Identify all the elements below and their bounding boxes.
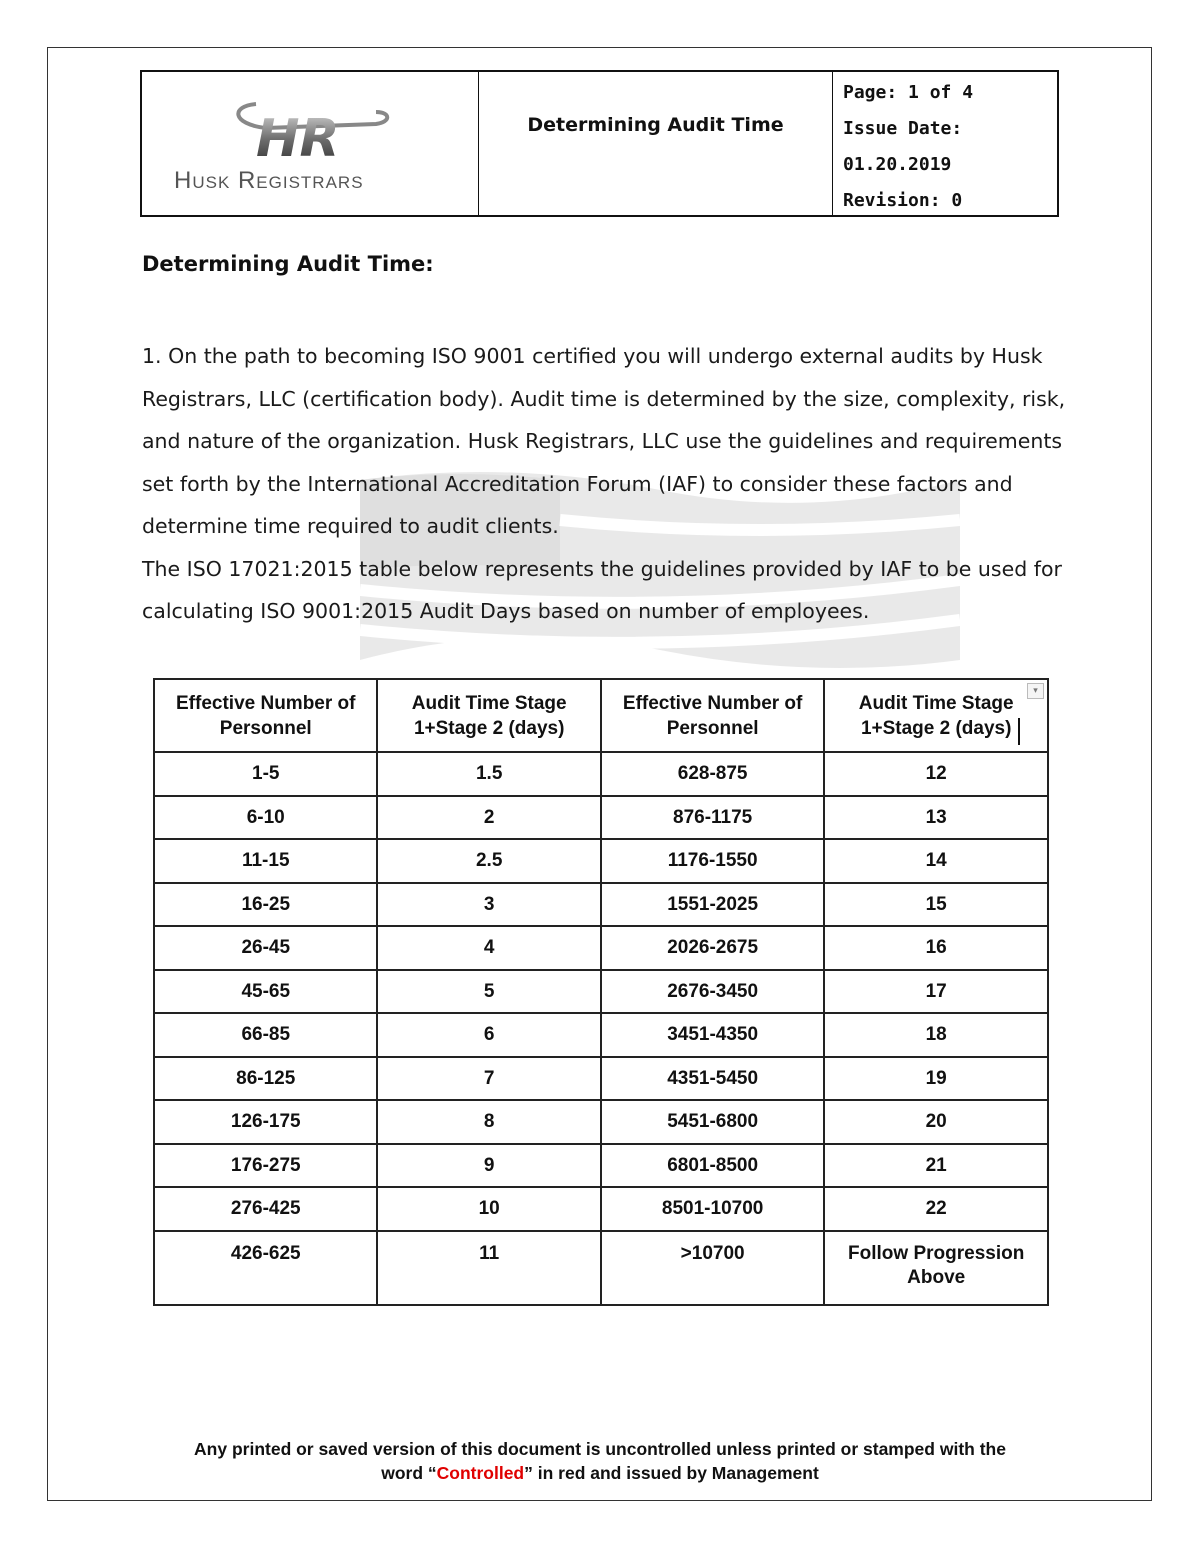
document-title: Determining Audit Time	[479, 72, 833, 215]
table-cell: 5451-6800	[601, 1100, 824, 1144]
table-cell: 4	[377, 926, 600, 970]
table-cell: 26-45	[154, 926, 377, 970]
table-row	[154, 1187, 1048, 1231]
table-cell: 16-25	[154, 883, 377, 927]
table-cell: 8501-10700	[601, 1187, 824, 1231]
issue-date-label: Issue Date:	[843, 118, 963, 139]
table-cell: >10700	[601, 1231, 824, 1305]
table-cell: 276-425	[154, 1187, 377, 1231]
table-row	[154, 970, 1048, 1014]
table-cell: 8	[377, 1100, 600, 1144]
table-cell: 21	[824, 1144, 1048, 1188]
logo-initials: HR	[256, 109, 340, 164]
table-header-row	[154, 679, 1048, 752]
header-audit-time-2: Audit Time Stage 1+Stage 2 (days)	[824, 679, 1048, 752]
paragraph-intro: 1. On the path to becoming ISO 9001 certified you will undergo external audits by Husk Registrars, LLC (certification body). Audit time is determined by the size, complexity, risk, and nature of the organization. Husk Registrars, LLC use the guidelines and requirements set forth by the International Accreditation Forum (IAF) to consider these factors and determine time required to audit clients.	[142, 344, 1066, 538]
section-heading: Determining Audit Time:	[142, 252, 434, 276]
table-row	[154, 1057, 1048, 1101]
footer-line-2	[100, 1461, 1100, 1485]
table-cell: 3	[377, 883, 600, 927]
table-cell: 16	[824, 926, 1048, 970]
footer-line-2-before: word “	[381, 1463, 437, 1483]
table-cell: 14	[824, 839, 1048, 883]
table-cell: 86-125	[154, 1057, 377, 1101]
table-row	[154, 883, 1048, 927]
text-cursor	[1018, 718, 1020, 745]
table-cell: 1-5	[154, 752, 377, 796]
paragraph-table-intro: The ISO 17021:2015 table below represents the guidelines provided by IAF to be used for calculating ISO 9001:2015 Audit Days based on number of employees.	[142, 556, 1062, 623]
table-cell: 22	[824, 1187, 1048, 1231]
body-text	[142, 335, 1072, 633]
table-cell: 2	[377, 796, 600, 840]
table-cell: 66-85	[154, 1013, 377, 1057]
table-cell: 176-275	[154, 1144, 377, 1188]
table-cell: 6-10	[154, 796, 377, 840]
footer-line-2-after: ” in red and issued by Management	[524, 1463, 819, 1483]
table-cell: 628-875	[601, 752, 824, 796]
table-cell: 20	[824, 1100, 1048, 1144]
table-row	[154, 752, 1048, 796]
table-row	[154, 1144, 1048, 1188]
footer-line-1: Any printed or saved version of this document is uncontrolled unless printed or stamped with the	[194, 1439, 1006, 1459]
header-personnel-2: Effective Number of Personnel	[601, 679, 824, 752]
table-cell: 126-175	[154, 1100, 377, 1144]
table-cell: 13	[824, 796, 1048, 840]
document-header	[140, 70, 1059, 217]
document-meta	[833, 72, 1057, 215]
table-cell: 2.5	[377, 839, 600, 883]
table-cell: 15	[824, 883, 1048, 927]
table-cell: 45-65	[154, 970, 377, 1014]
table-cell: 426-625	[154, 1231, 377, 1305]
table-cell: 1176-1550	[601, 839, 824, 883]
logo-company-name: Husk Registrars	[174, 167, 364, 194]
table-row	[154, 926, 1048, 970]
table-row	[154, 1013, 1048, 1057]
header-personnel-1: Effective Number of Personnel	[154, 679, 377, 752]
table-cell: Follow Progression Above	[824, 1231, 1048, 1305]
revision: Revision: 0	[843, 190, 963, 211]
husk-registrars-logo-icon	[226, 94, 396, 164]
table-cell: 17	[824, 970, 1048, 1014]
table-cell: 11-15	[154, 839, 377, 883]
table-cell: 10	[377, 1187, 600, 1231]
footer-notice	[100, 1437, 1100, 1485]
company-logo	[142, 72, 479, 215]
issue-date: 01.20.2019	[843, 154, 952, 175]
table-row	[154, 839, 1048, 883]
table-cell: 18	[824, 1013, 1048, 1057]
table-cell: 6801-8500	[601, 1144, 824, 1188]
table-row	[154, 1231, 1048, 1305]
controlled-word: Controlled	[436, 1463, 525, 1483]
table-cell: 4351-5450	[601, 1057, 824, 1101]
table-cell: 3451-4350	[601, 1013, 824, 1057]
table-row	[154, 1100, 1048, 1144]
audit-time-table	[153, 678, 1049, 1306]
table-row	[154, 796, 1048, 840]
table-cell: 1.5	[377, 752, 600, 796]
table-cell: 7	[377, 1057, 600, 1101]
table-cell: 11	[377, 1231, 600, 1305]
header-audit-time-1: Audit Time Stage 1+Stage 2 (days)	[377, 679, 600, 752]
table-cell: 2676-3450	[601, 970, 824, 1014]
table-cell: 19	[824, 1057, 1048, 1101]
table-cell: 2026-2675	[601, 926, 824, 970]
page-number: Page: 1 of 4	[843, 82, 974, 103]
table-cell: 9	[377, 1144, 600, 1188]
table-cell: 12	[824, 752, 1048, 796]
table-cell: 1551-2025	[601, 883, 824, 927]
table-cell: 876-1175	[601, 796, 824, 840]
table-cell: 6	[377, 1013, 600, 1057]
column-dropdown-icon[interactable]: ▾	[1027, 683, 1044, 699]
table-cell: 5	[377, 970, 600, 1014]
